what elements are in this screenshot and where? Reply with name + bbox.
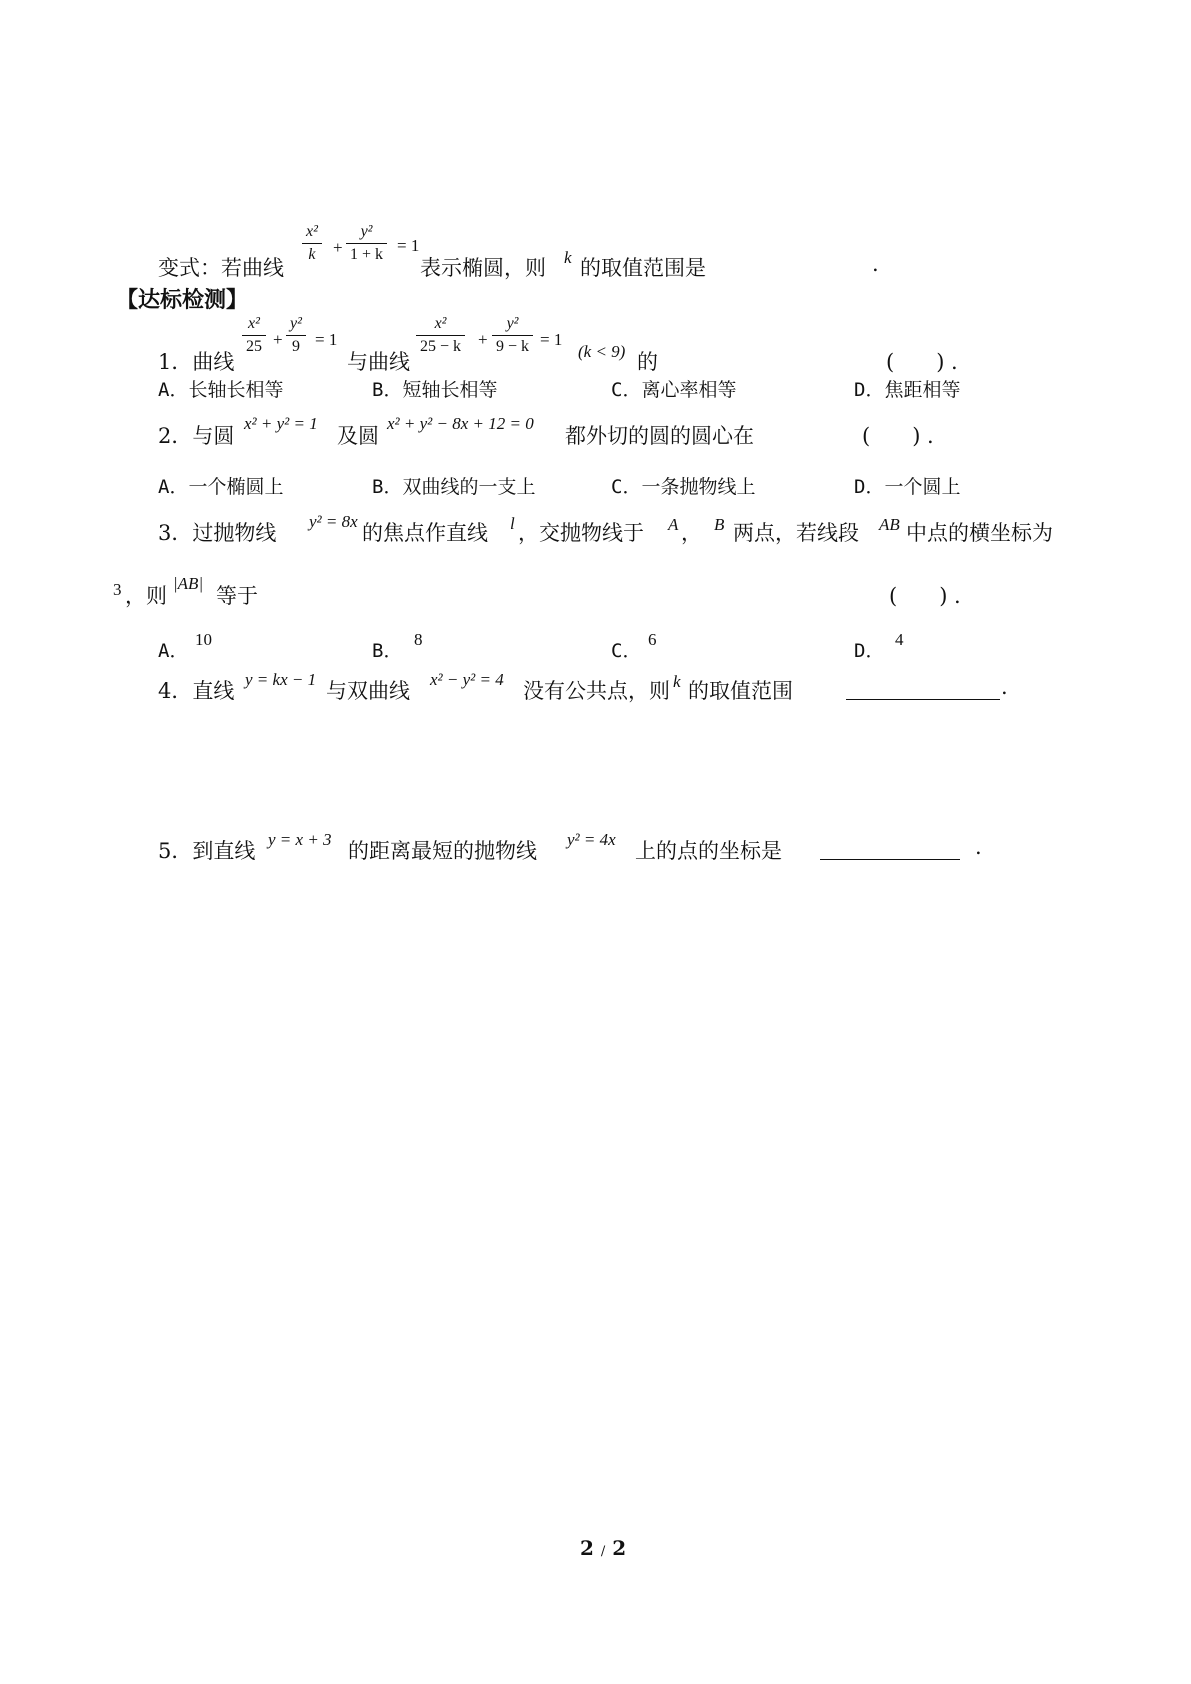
q2-number: 2．与圆 xyxy=(158,424,235,448)
q3-option-a-label: A． xyxy=(158,640,189,662)
q1-condition: (k < 9) xyxy=(578,342,626,361)
q2-option-c: C．一条抛物线上 xyxy=(611,476,756,498)
q3-value-3: 3 xyxy=(113,580,122,599)
q3-part-2: ，交抛物线于 xyxy=(518,521,644,545)
q3-option-c-value: 6 xyxy=(648,630,657,649)
q2-option-d: D．一个圆上 xyxy=(854,476,961,498)
q3-option-c-label: C． xyxy=(611,640,642,662)
q2-answer-paren: ( ) . xyxy=(862,424,934,448)
q2-option-a: A．一个椭圆上 xyxy=(158,476,284,498)
q5-mid: 的距离最短的抛物线 xyxy=(348,839,537,863)
q5-equation-1: y = x + 3 xyxy=(268,830,332,849)
q3-number: 3．过抛物线 xyxy=(158,521,277,545)
q4-part-2: 的取值范围 xyxy=(688,679,793,703)
q2-mid: 及圆 xyxy=(337,424,379,448)
q4-mid: 与双曲线 xyxy=(326,679,410,703)
q2-equation-2: x² + y² − 8x + 12 = 0 xyxy=(387,414,534,433)
variant-mid: 表示椭圆，则 xyxy=(420,256,546,280)
q3-comma: ， xyxy=(681,521,702,545)
section-title: 【达标检测】 xyxy=(116,288,249,313)
q4-part-1: 没有公共点，则 xyxy=(523,679,670,703)
variant-fraction-2: $\frac{\text{y²}}{1 + k}$ xyxy=(348,224,385,263)
q4-var-k: k xyxy=(673,672,681,691)
q3-option-d-value: 4 xyxy=(895,630,904,649)
q5-period: . xyxy=(975,835,982,859)
q3-answer-paren: ( ) . xyxy=(889,584,961,608)
q5-answer-blank xyxy=(820,859,960,860)
q3-equals-text: 等于 xyxy=(216,584,258,608)
q2-suffix: 都外切的圆的圆心在 xyxy=(565,424,754,448)
variant-equals: = 1 xyxy=(397,236,420,255)
variant-suffix: 的取值范围是 xyxy=(580,256,706,280)
variant-prefix: 变式：若曲线 xyxy=(158,256,284,280)
q3-line-l: l xyxy=(510,514,515,533)
q1-plus-1: + xyxy=(273,330,283,349)
q1-answer-paren: ( ) . xyxy=(886,350,958,374)
q3-point-b: B xyxy=(714,515,725,534)
q1-option-c: C．离心率相等 xyxy=(611,379,737,401)
variant-plus: + xyxy=(333,238,343,257)
q3-segment-ab: AB xyxy=(879,515,900,534)
q1-fraction-3: $\frac{\text{x²}}{25 - k}$ xyxy=(418,316,463,355)
variant-var-k: k xyxy=(564,248,572,267)
q5-part-1: 上的点的坐标是 xyxy=(635,839,782,863)
question-1 xyxy=(0,312,1191,372)
q3-part-1: 的焦点作直线 xyxy=(362,521,488,545)
page-total: 2 xyxy=(612,1536,627,1560)
q3-then: ，则 xyxy=(125,584,167,608)
page-current: 2 xyxy=(580,1536,594,1560)
question-3-line-2 xyxy=(0,572,1191,632)
question-3 xyxy=(0,512,1191,572)
page-separator: / xyxy=(600,1544,606,1559)
q1-equals-2: = 1 xyxy=(540,330,563,349)
q1-equals-1: = 1 xyxy=(315,330,338,349)
q2-option-b: B．双曲线的一支上 xyxy=(372,476,536,498)
q1-fraction-4: $\frac{\text{y²}}{9 - k}$ xyxy=(494,316,531,355)
q3-part-3: 两点，若线段 xyxy=(733,521,859,545)
q3-option-b-value: 8 xyxy=(414,630,423,649)
q1-fraction-2: $\frac{\text{y²}}{9}$ xyxy=(288,316,304,355)
q3-equation: y² = 8x xyxy=(309,512,358,531)
q1-option-b: B．短轴长相等 xyxy=(372,379,498,401)
q1-suffix: 的 xyxy=(637,350,658,374)
variant-period: . xyxy=(872,252,879,276)
question-4 xyxy=(0,670,1191,730)
q1-option-a: A．长轴长相等 xyxy=(158,379,284,401)
q4-equation-2: x² − y² = 4 xyxy=(430,670,504,689)
variant-fraction-1: $\frac{\text{x²}}{k}$ xyxy=(304,224,320,263)
q5-number: 5．到直线 xyxy=(158,839,256,863)
q2-equation-1: x² + y² = 1 xyxy=(244,414,318,433)
q1-number: 1．曲线 xyxy=(158,350,235,374)
q1-plus-2: + xyxy=(478,330,488,349)
q1-option-d: D．焦距相等 xyxy=(854,379,961,401)
question-2 xyxy=(0,412,1191,472)
q3-part-4: 中点的横坐标为 xyxy=(906,521,1053,545)
q4-answer-blank xyxy=(846,699,1000,700)
q5-equation-2: y² = 4x xyxy=(567,830,616,849)
q3-option-a-value: 10 xyxy=(195,630,212,649)
q3-option-b-label: B． xyxy=(372,640,403,662)
q4-period: . xyxy=(1001,675,1008,699)
q3-abs-ab: |AB| xyxy=(173,574,204,593)
q3-point-a: A xyxy=(668,515,679,534)
variant-line xyxy=(0,222,1191,282)
q1-mid: 与曲线 xyxy=(347,350,410,374)
page-number xyxy=(580,1536,626,1560)
question-5 xyxy=(0,830,1191,890)
q4-number: 4．直线 xyxy=(158,679,235,703)
q1-fraction-1: $\frac{\text{x²}}{25}$ xyxy=(244,316,264,355)
q4-equation-1: y = kx − 1 xyxy=(245,670,317,689)
q3-option-d-label: D． xyxy=(854,640,885,662)
